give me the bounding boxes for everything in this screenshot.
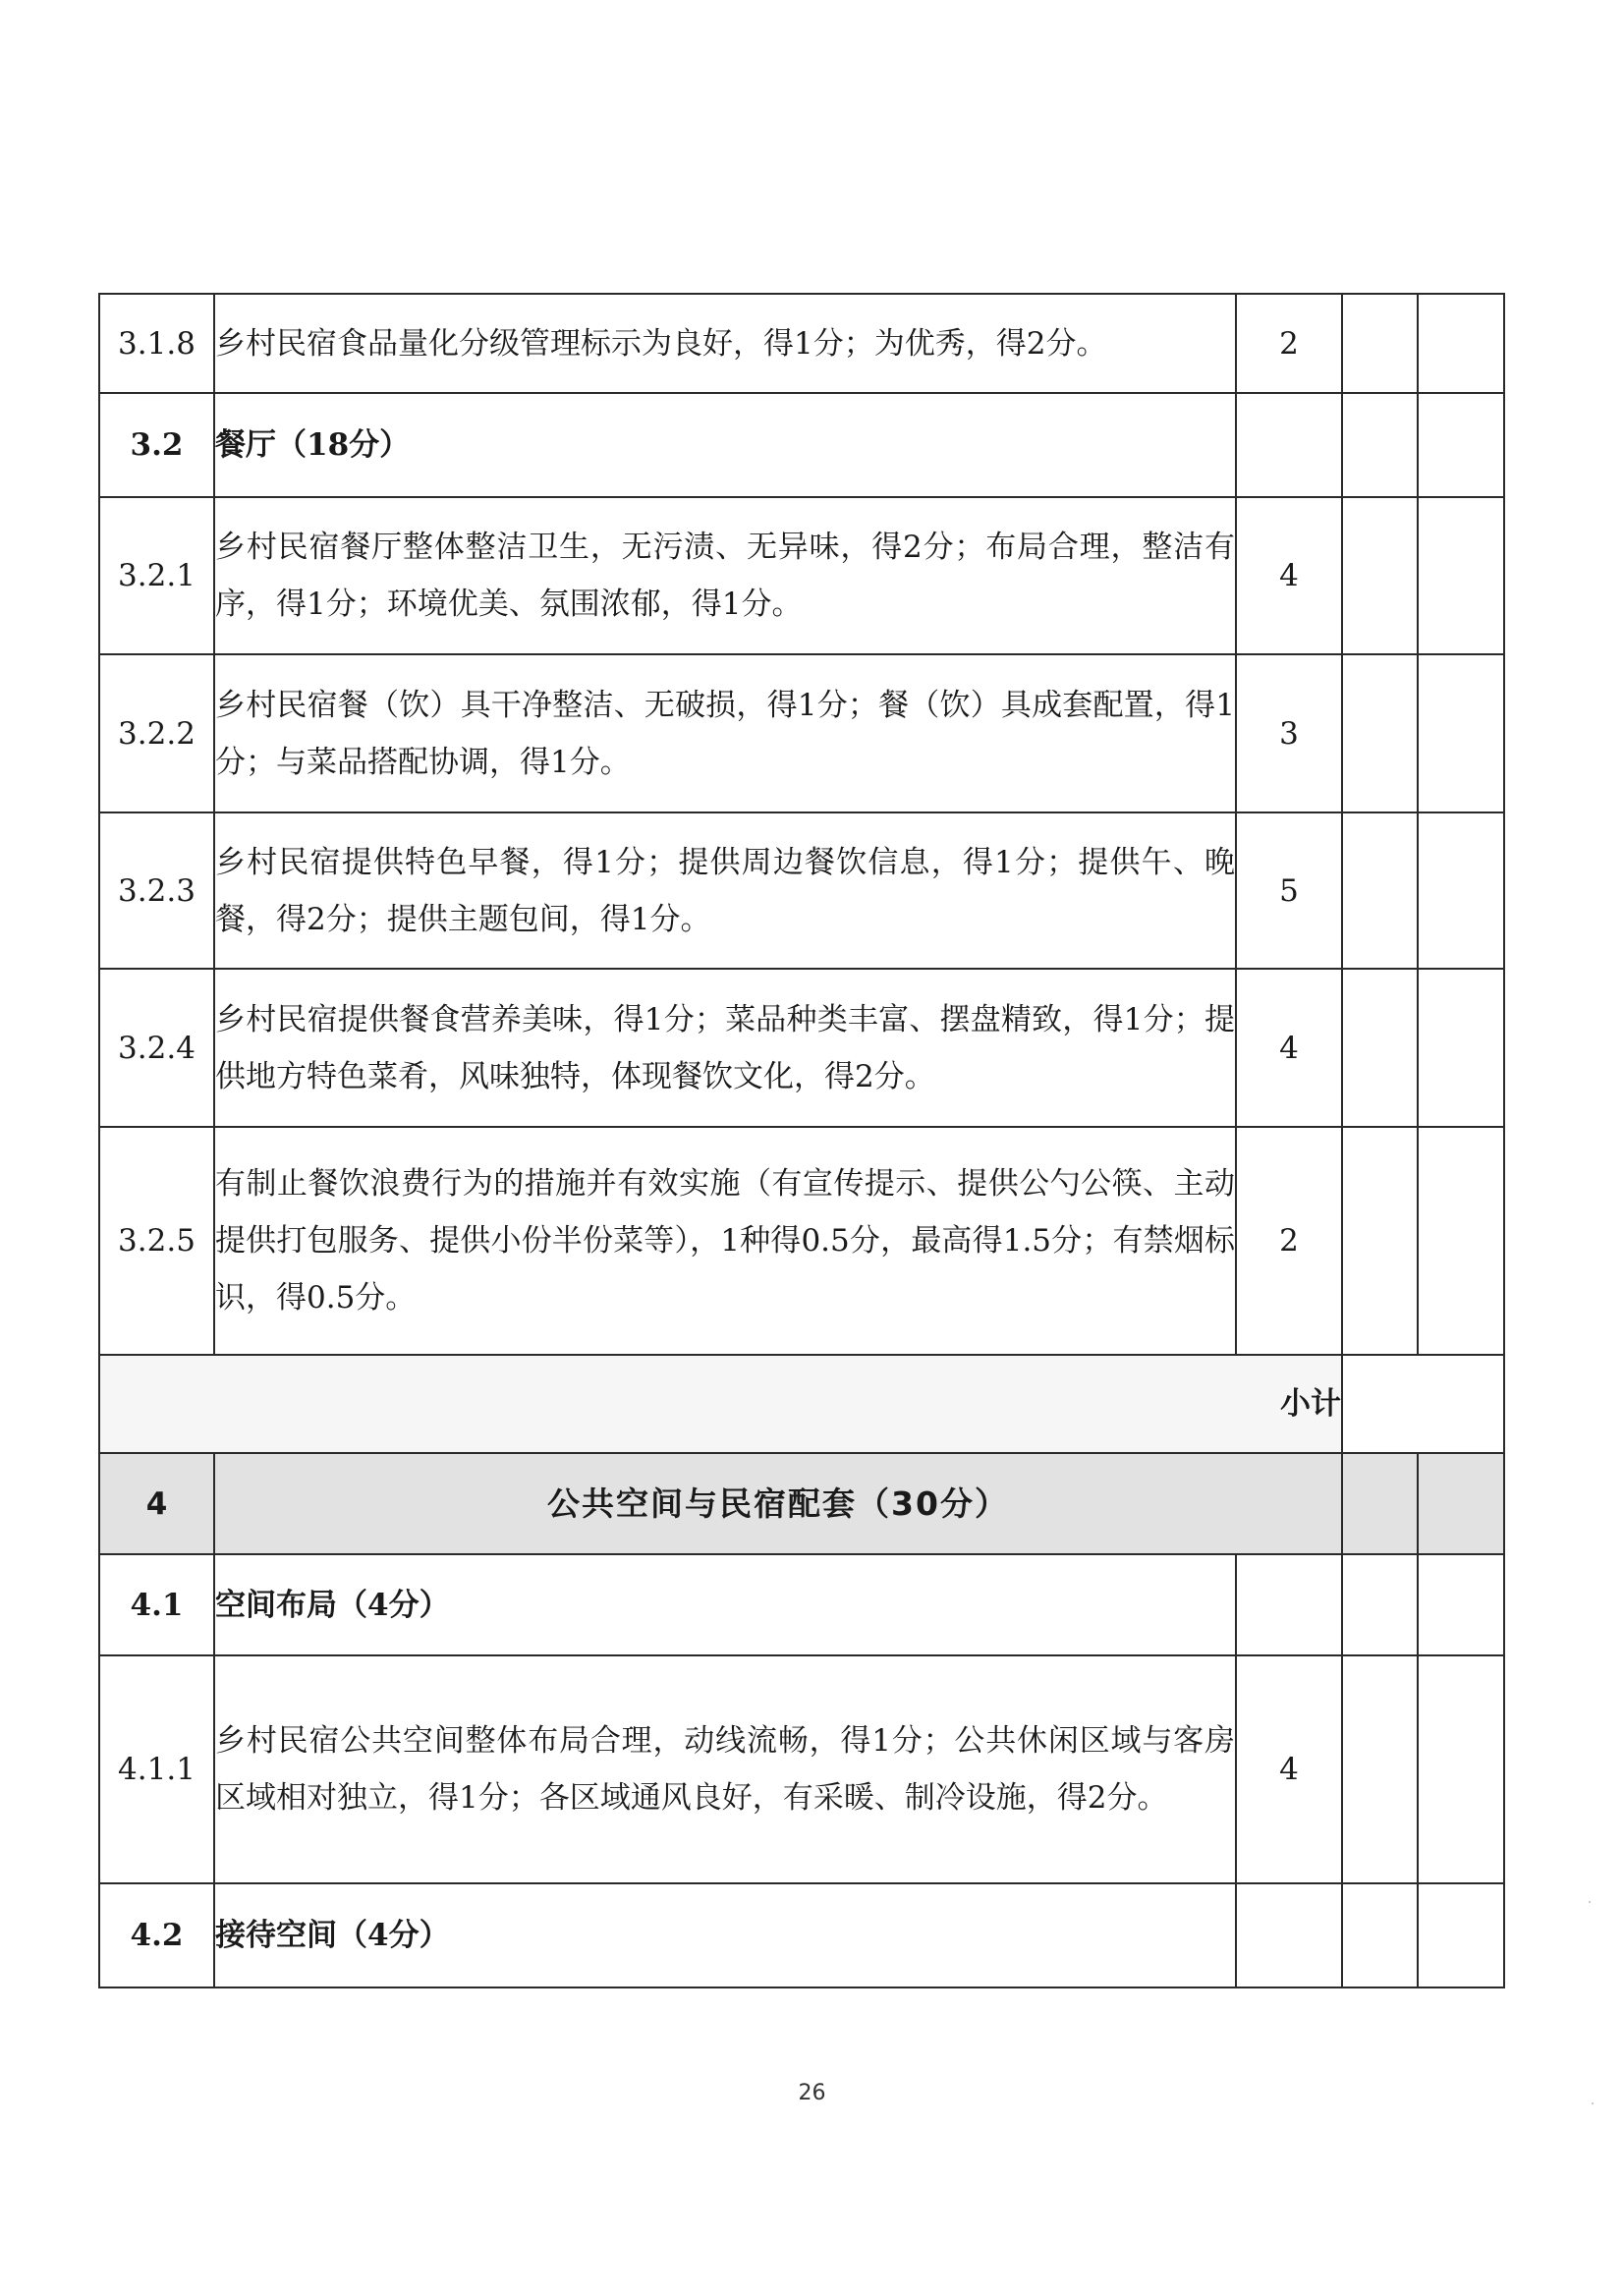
table-row [99, 969, 1504, 1127]
item-number: 3.2.2 [99, 654, 214, 812]
section-heading: 餐厅（18分） [214, 393, 1236, 497]
score-cell-empty [1342, 969, 1418, 1127]
subtotal-label: 小计 [99, 1355, 1342, 1453]
score-cell-empty [1418, 1127, 1504, 1355]
scan-speck [1589, 1901, 1591, 1903]
score-cell-empty [1418, 654, 1504, 812]
table-row [99, 1655, 1504, 1883]
score-cell-empty [1342, 497, 1418, 654]
item-max-score: 4 [1236, 497, 1342, 654]
item-criteria: 乡村民宿提供餐食营养美味，得1分；菜品种类丰富、摆盘精致，得1分；提供地方特色菜肴，风味独特，体现餐饮文化，得2分。 [214, 969, 1236, 1127]
table-row [99, 1554, 1504, 1655]
section-heading: 接待空间（4分） [214, 1883, 1236, 1987]
subtotal-row [99, 1355, 1504, 1453]
chapter-number: 4 [99, 1453, 214, 1554]
section-number: 4.2 [99, 1883, 214, 1987]
score-cell-empty [1418, 497, 1504, 654]
score-cell-empty [1342, 1554, 1418, 1655]
subtotal-value-empty [1342, 1355, 1504, 1453]
score-cell-empty [1342, 1453, 1418, 1554]
item-number: 3.1.8 [99, 294, 214, 393]
item-max-score: 3 [1236, 654, 1342, 812]
score-cell-empty [1236, 393, 1342, 497]
score-cell-empty [1418, 1453, 1504, 1554]
item-criteria: 乡村民宿餐（饮）具干净整洁、无破损，得1分；餐（饮）具成套配置，得1分；与菜品搭配协调，得1分。 [214, 654, 1236, 812]
item-number: 3.2.5 [99, 1127, 214, 1355]
section-number: 4.1 [99, 1554, 214, 1655]
item-max-score: 2 [1236, 294, 1342, 393]
item-criteria: 乡村民宿食品量化分级管理标示为良好，得1分；为优秀，得2分。 [214, 294, 1236, 393]
section-number: 3.2 [99, 393, 214, 497]
item-max-score: 2 [1236, 1127, 1342, 1355]
table-row [99, 1127, 1504, 1355]
item-max-score: 5 [1236, 812, 1342, 969]
section-heading: 空间布局（4分） [214, 1554, 1236, 1655]
item-criteria: 乡村民宿餐厅整体整洁卫生，无污渍、无异味，得2分；布局合理，整洁有序，得1分；环境优美、氛围浓郁，得1分。 [214, 497, 1236, 654]
score-cell-empty [1418, 1554, 1504, 1655]
score-cell-empty [1418, 1883, 1504, 1987]
score-cell-empty [1342, 1883, 1418, 1987]
score-cell-empty [1418, 393, 1504, 497]
item-number: 3.2.3 [99, 812, 214, 969]
item-criteria: 有制止餐饮浪费行为的措施并有效实施（有宣传提示、提供公勺公筷、主动提供打包服务、提供小份半份菜等），1种得0.5分，最高得1.5分；有禁烟标识，得0.5分。 [214, 1127, 1236, 1355]
chapter-heading: 公共空间与民宿配套（30分） [214, 1453, 1342, 1554]
score-cell-empty [1418, 812, 1504, 969]
chapter-row [99, 1453, 1504, 1554]
score-cell-empty [1342, 393, 1418, 497]
table-row [99, 393, 1504, 497]
page-number: 26 [798, 2081, 826, 2105]
scan-speck [1592, 2102, 1594, 2104]
score-cell-empty [1418, 294, 1504, 393]
item-criteria: 乡村民宿公共空间整体布局合理，动线流畅，得1分；公共休闲区域与客房区域相对独立，得1分；各区域通风良好，有采暖、制冷设施，得2分。 [214, 1655, 1236, 1883]
item-number: 3.2.4 [99, 969, 214, 1127]
score-cell-empty [1418, 1655, 1504, 1883]
table-row [99, 654, 1504, 812]
score-cell-empty [1236, 1554, 1342, 1655]
item-max-score: 4 [1236, 969, 1342, 1127]
score-cell-empty [1418, 969, 1504, 1127]
score-cell-empty [1342, 812, 1418, 969]
table-row [99, 497, 1504, 654]
item-number: 3.2.1 [99, 497, 214, 654]
item-max-score: 4 [1236, 1655, 1342, 1883]
table-row [99, 294, 1504, 393]
score-cell-empty [1342, 1127, 1418, 1355]
scoring-table [98, 293, 1505, 1988]
table-row [99, 812, 1504, 969]
score-cell-empty [1342, 654, 1418, 812]
score-cell-empty [1342, 294, 1418, 393]
table-row [99, 1883, 1504, 1987]
score-cell-empty [1236, 1883, 1342, 1987]
item-criteria: 乡村民宿提供特色早餐，得1分；提供周边餐饮信息，得1分；提供午、晚餐，得2分；提供主题包间，得1分。 [214, 812, 1236, 969]
item-number: 4.1.1 [99, 1655, 214, 1883]
score-cell-empty [1342, 1655, 1418, 1883]
